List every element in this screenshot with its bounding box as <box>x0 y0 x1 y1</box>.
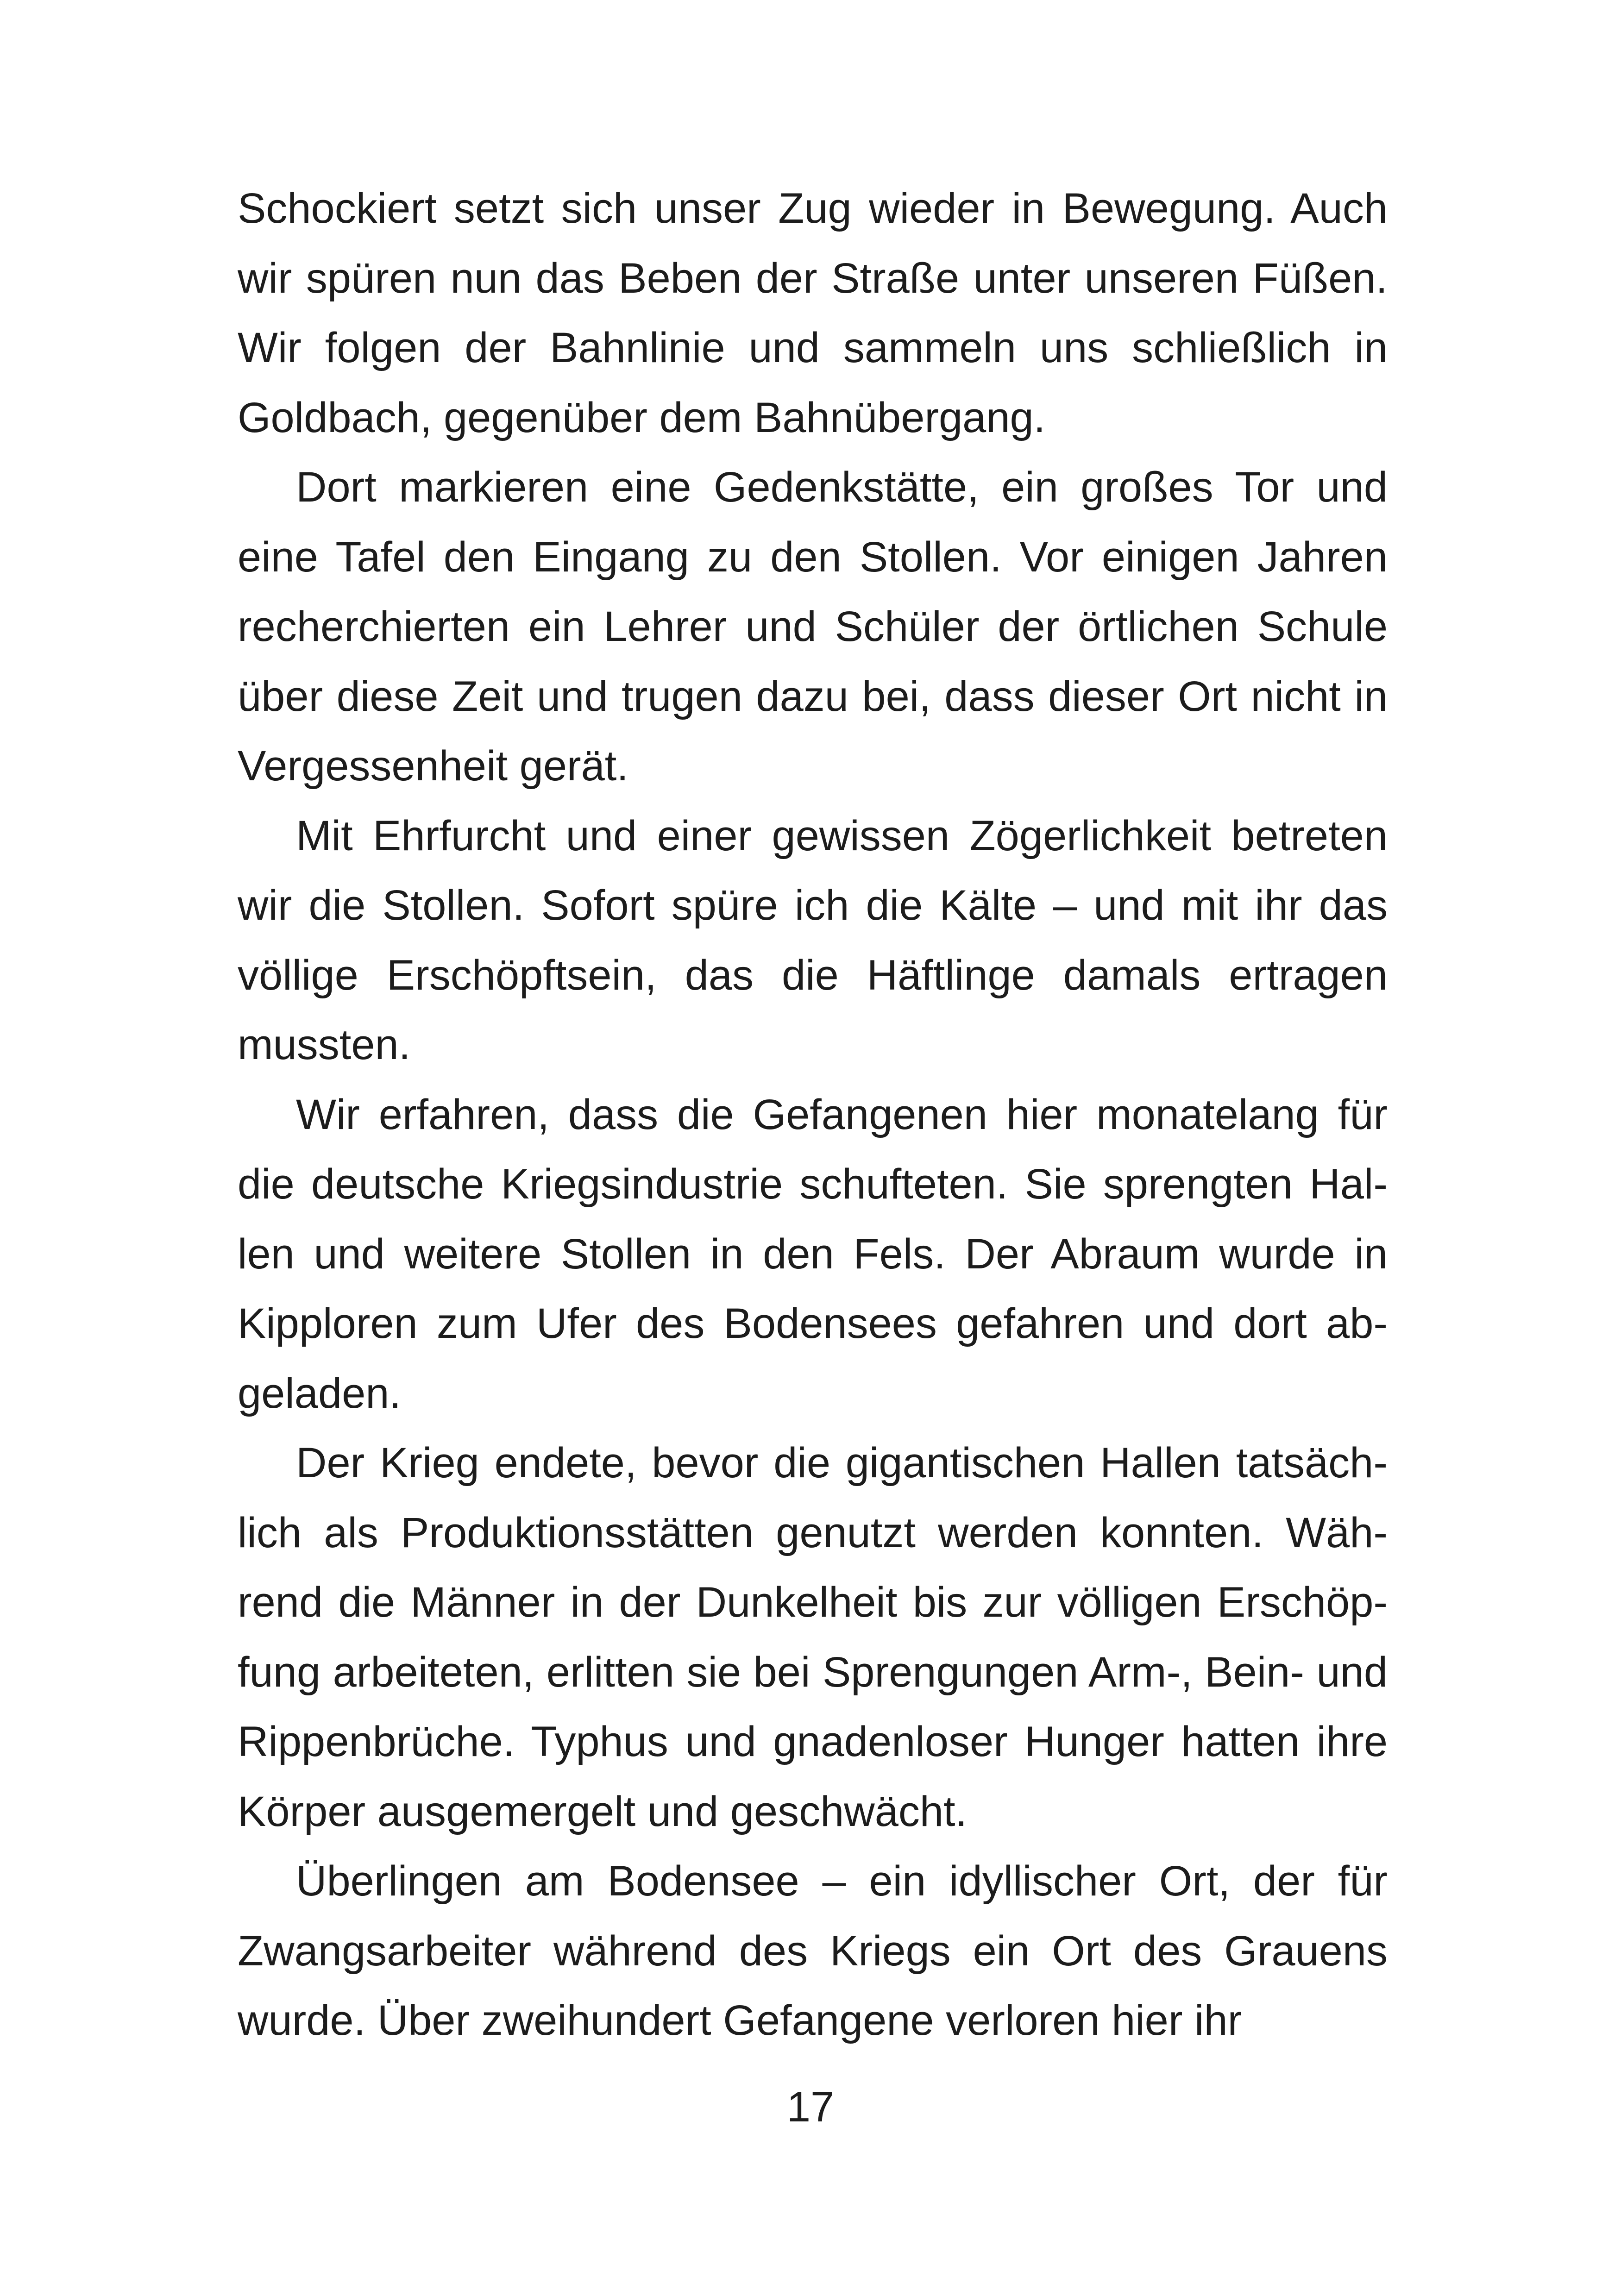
paragraph-1: Schockiert setzt sich unser Zug wieder in Bewegung. Auch wir spüren nun das Beben der Straße unter unseren Füßen. Wir folgen der Bahnlinie und sammeln uns schließlich in Goldbach, gegenüber dem Bahnübergang. <box>238 185 1388 441</box>
body-text <box>238 174 1388 2056</box>
paragraph-2: Dort markieren eine Gedenkstätte, ein großes Tor und eine Tafel den Eingang zu den Stollen. Vor einigen Jahren recherchierten ein Lehrer und Schüler der örtlichen Schule über diese Zeit und trugen dazu bei, dass dieser Ort nicht in Vergessenheit gerät. <box>238 464 1388 790</box>
paragraph-6: Überlingen am Bodensee – ein idyllischer Ort, der für Zwangsarbeiter während des Kriegs ein Ort des Grauens wurde. Über zweihundert Gefangene verloren hier ihr <box>238 1857 1388 2044</box>
paragraph-4: Wir erfahren, dass die Gefangenen hier monatelang für die deutsche Kriegsindustrie schufteten. Sie sprengten Hallen und weitere Stollen in den Fels. Der Abraum wurde in Kipploren zum Ufer des Bodensees gefahren und dort abgeladen. <box>238 1091 1388 1417</box>
paragraph-3: Mit Ehrfurcht und einer gewissen Zögerlichkeit betreten wir die Stollen. Sofort spüre ich die Kälte – und mit ihr das völlige Erschöpftsein, das die Häftlinge damals ertragen mussten. <box>238 812 1388 1068</box>
page-number: 17 <box>786 2083 835 2131</box>
paragraph-5: Der Krieg endete, bevor die gigantischen Hallen tatsächlich als Produktionsstätten genutzt werden konnten. Während die Männer in der Dunkelheit bis zur völligen Erschöpfung arbeiteten, erlitten sie bei Sprengungen Arm-, Bein- und Rippenbrüche. Typhus und gnadenloser Hunger hatten ihre Körper ausgemergelt und geschwächt. <box>238 1439 1388 1835</box>
